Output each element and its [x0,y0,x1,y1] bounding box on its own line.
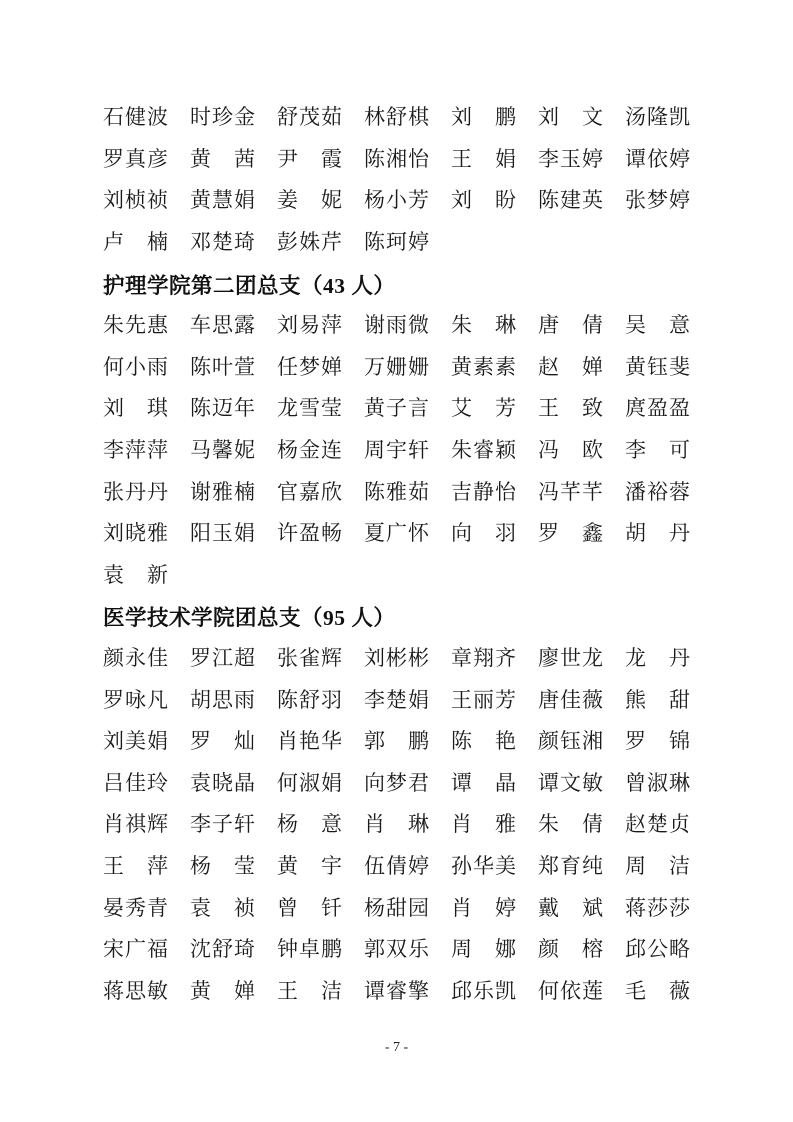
name-row [103,180,691,222]
person-name: 罗真彦 [103,146,168,171]
name-row [103,305,691,347]
person-name: 吕佳玲 [103,770,168,795]
person-name: 许盈畅 [277,521,342,546]
person-name: 王致 [538,396,603,421]
section-heading: 医学技术学院团总支（95 人） [103,606,396,631]
name-row [103,222,691,264]
person-name: 蒋思敏 [103,978,168,1003]
person-name: 肖婷 [451,895,516,920]
person-name: 章翔齐 [451,646,516,671]
person-name: 谭睿擎 [364,978,429,1003]
person-name: 夏广怀 [364,521,429,546]
name-row [103,388,691,430]
person-name: 陈建英 [538,188,603,213]
name-row [103,887,691,929]
person-name: 汤隆凯 [625,105,690,130]
person-name: 黄慧娟 [190,188,255,213]
name-row [103,929,691,971]
person-name: 毛薇 [625,978,690,1003]
person-name: 陈迈年 [190,396,255,421]
person-name: 刘鹏 [451,105,516,130]
person-name: 周洁 [625,853,690,878]
person-name: 沈舒琦 [190,937,255,962]
person-name: 龙丹 [625,646,690,671]
person-name: 王洁 [277,978,342,1003]
person-name: 赵婵 [538,354,603,379]
person-name: 邓楚琦 [190,230,255,255]
person-name: 谢雅楠 [190,479,255,504]
person-name: 杨金连 [277,438,342,463]
person-name: 罗锦 [625,729,690,754]
person-name: 朱先惠 [103,313,168,338]
person-name: 周娜 [451,937,516,962]
person-name: 黄茜 [190,146,255,171]
person-name: 郭双乐 [364,937,429,962]
person-name: 邱乐凯 [451,978,516,1003]
page-number: - 7 - [384,1040,409,1055]
person-name: 黄婵 [190,978,255,1003]
person-name: 朱睿颖 [451,438,516,463]
person-name: 袁新 [103,562,168,587]
name-row [103,430,691,472]
person-name: 向羽 [451,521,516,546]
person-name: 朱倩 [538,812,603,837]
person-name: 杨甜园 [364,895,429,920]
person-name: 谭晶 [451,770,516,795]
person-name: 林舒棋 [364,105,429,130]
person-name: 黄子言 [364,396,429,421]
person-name: 陈珂婷 [364,230,429,255]
name-row [103,555,691,597]
person-name: 熊甜 [625,687,690,712]
person-name: 颜榕 [538,937,603,962]
person-name: 杨小芳 [364,188,429,213]
person-name: 陈艳 [451,729,516,754]
person-name: 颜钰湘 [538,729,603,754]
person-name: 车思露 [190,313,255,338]
person-name: 唐佳薇 [538,687,603,712]
person-name: 官嘉欣 [277,479,342,504]
person-name: 冯芊芊 [538,479,603,504]
person-name: 罗灿 [190,729,255,754]
person-name: 刘易萍 [277,313,342,338]
person-name: 廖世龙 [538,646,603,671]
person-name: 宋广福 [103,937,168,962]
person-name: 郑育纯 [538,853,603,878]
person-name: 罗咏凡 [103,687,168,712]
person-name: 何依莲 [538,978,603,1003]
person-name: 伍倩婷 [364,853,429,878]
person-name: 颜永佳 [103,646,168,671]
name-row [103,970,691,1012]
name-row [103,97,691,139]
person-name: 吉静怡 [451,479,516,504]
person-name: 袁晓晶 [190,770,255,795]
person-name: 卢楠 [103,230,168,255]
person-name: 庹盈盈 [625,396,690,421]
name-row [103,846,691,888]
person-name: 阳玉娟 [190,521,255,546]
person-name: 陈舒羽 [277,687,342,712]
person-name: 尹霞 [277,146,342,171]
person-name: 陈叶萱 [190,354,255,379]
person-name: 袁祯 [190,895,255,920]
person-name: 肖祺辉 [103,812,168,837]
person-name: 向梦君 [364,770,429,795]
name-row [103,638,691,680]
person-name: 刘彬彬 [364,646,429,671]
person-name: 刘桢祯 [103,188,168,213]
person-name: 舒茂茹 [277,105,342,130]
person-name: 孙华美 [451,853,516,878]
person-name: 任梦婵 [277,354,342,379]
person-name: 黄钰斐 [625,354,690,379]
person-name: 马馨妮 [190,438,255,463]
person-name: 胡丹 [625,521,690,546]
person-name: 郭鹏 [364,729,429,754]
person-name: 杨莹 [190,853,255,878]
person-name: 朱琳 [451,313,516,338]
person-name: 姜妮 [277,188,342,213]
document-body [103,97,691,1012]
person-name: 李楚娟 [364,687,429,712]
person-name: 蒋莎莎 [625,895,690,920]
person-name: 谭依婷 [625,146,690,171]
person-name: 王娟 [451,146,516,171]
person-name: 胡思雨 [190,687,255,712]
person-name: 冯欧 [538,438,603,463]
person-name: 李萍萍 [103,438,168,463]
person-name: 肖琳 [364,812,429,837]
person-name: 龙雪莹 [277,396,342,421]
person-name: 黄宇 [277,853,342,878]
person-name: 时珍金 [190,105,255,130]
person-name: 何小雨 [103,354,168,379]
person-name: 肖艳华 [277,729,342,754]
person-name: 石健波 [103,105,168,130]
person-name: 陈雅茹 [364,479,429,504]
person-name: 李玉婷 [538,146,603,171]
name-row [103,679,691,721]
person-name: 张丹丹 [103,479,168,504]
person-name: 陈湘怡 [364,146,429,171]
person-name: 万姗姗 [364,354,429,379]
name-row [103,347,691,389]
person-name: 王丽芳 [451,687,516,712]
name-row [103,513,691,555]
person-name: 杨意 [277,812,342,837]
person-name: 王萍 [103,853,168,878]
person-name: 张雀辉 [277,646,342,671]
person-name: 刘盼 [451,188,516,213]
person-name: 罗江超 [190,646,255,671]
person-name: 李子轩 [190,812,255,837]
person-name: 晏秀青 [103,895,168,920]
person-name: 潘裕蓉 [625,479,690,504]
person-name: 曾淑琳 [625,770,690,795]
person-name: 吴意 [625,313,690,338]
person-name: 钟卓鹏 [277,937,342,962]
person-name: 唐倩 [538,313,603,338]
name-row [103,804,691,846]
person-name: 艾芳 [451,396,516,421]
person-name: 刘晓雅 [103,521,168,546]
person-name: 彭姝芹 [277,230,342,255]
person-name: 李可 [625,438,690,463]
person-name: 黄素素 [451,354,516,379]
person-name: 戴斌 [538,895,603,920]
section-heading: 护理学院第二团总支（43 人） [103,273,396,298]
person-name: 曾钎 [277,895,342,920]
name-row [103,763,691,805]
person-name: 何淑娟 [277,770,342,795]
person-name: 刘琪 [103,396,168,421]
person-name: 肖雅 [451,812,516,837]
person-name: 刘美娟 [103,729,168,754]
person-name: 谭文敏 [538,770,603,795]
person-name: 赵楚贞 [625,812,690,837]
person-name: 罗鑫 [538,521,603,546]
person-name: 周宇轩 [364,438,429,463]
person-name: 刘文 [538,105,603,130]
name-row [103,139,691,181]
person-name: 张梦婷 [625,188,690,213]
person-name: 邱公略 [625,937,690,962]
person-name: 谢雨微 [364,313,429,338]
name-row [103,471,691,513]
name-row [103,721,691,763]
